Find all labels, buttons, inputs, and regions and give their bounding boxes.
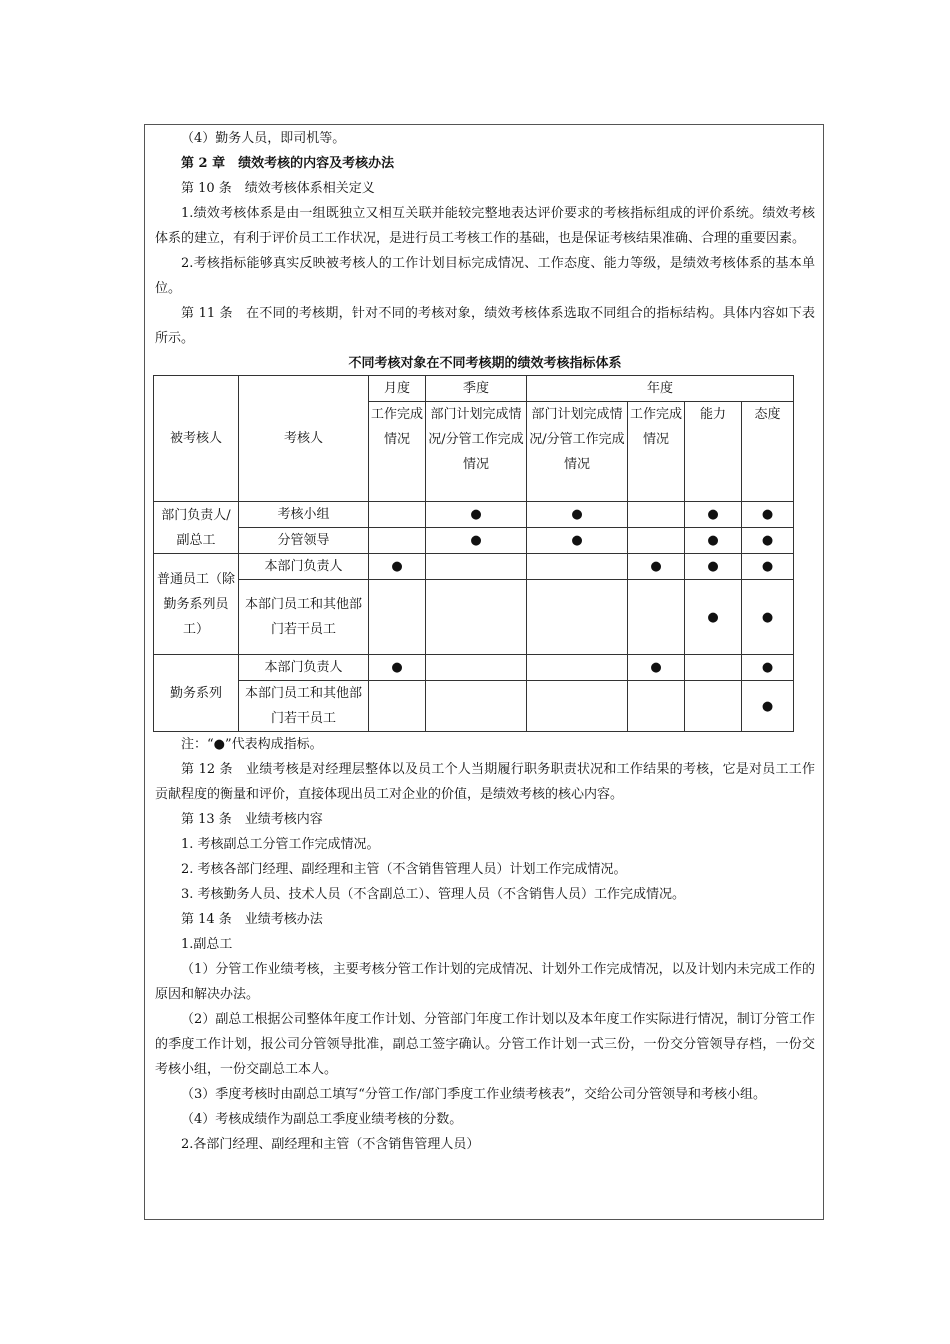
header-evaluator: 考核人	[239, 376, 369, 502]
mark: ●	[742, 681, 794, 732]
mark: ●	[685, 554, 742, 580]
evaluator-cell: 考核小组	[239, 502, 369, 528]
mark: ●	[426, 528, 527, 554]
header-quarter-plan: 部门计划完成情况/分管工作完成情况	[426, 402, 527, 502]
paragraph: 2.考核指标能够真实反映被考核人的工作计划目标完成情况、工作态度、能力等级，是绩效考核体系的基本单位。	[155, 256, 815, 296]
evaluator-cell: 本部门负责人	[239, 554, 369, 580]
header-year-plan: 部门计划完成情况/分管工作完成情况	[527, 402, 628, 502]
mark: ●	[628, 554, 685, 580]
chapter-heading: 第 2 章 绩效考核的内容及考核办法	[181, 156, 395, 171]
mark: ●	[685, 502, 742, 528]
evaluator-cell: 本部门员工和其他部门若干员工	[239, 580, 369, 655]
table-note: 注：“●”代表构成指标。	[181, 737, 323, 752]
article-heading: 第 13 条 业绩考核内容	[181, 812, 323, 827]
list-item: 3. 考核勤务人员、技术人员（不含副总工）、管理人员（不含销售人员）工作完成情况。	[181, 887, 686, 902]
group-label: 部门负责人/副总工	[154, 502, 239, 554]
article-heading: 第 10 条 绩效考核体系相关定义	[181, 181, 375, 196]
list-item: 2. 考核各部门经理、副经理和主管（不含销售管理人员）计划工作完成情况。	[181, 862, 627, 877]
paragraph: 1.绩效考核体系是由一组既独立又相互关联并能较完整地表达评价要求的考核指标组成的评价系统。绩效考核体系的建立，有利于评价员工工作状况，是进行员工考核工作的基础，也是保证考核结果准确、合理的重要因素。	[155, 206, 815, 246]
mark: ●	[426, 502, 527, 528]
mark: ●	[742, 655, 794, 681]
mark: ●	[685, 580, 742, 655]
paragraph: （1）分管工作业绩考核，主要考核分管工作计划的完成情况、计划外工作完成情况，以及计划内未完成工作的原因和解决办法。	[155, 962, 815, 1002]
mark: ●	[742, 528, 794, 554]
header-quarter: 季度	[426, 376, 527, 402]
mark: ●	[742, 502, 794, 528]
evaluator-cell: 本部门负责人	[239, 655, 369, 681]
paragraph: （2）副总工根据公司整体年度工作计划、分管部门年度工作计划以及本年度工作实际进行情况，制订分管工作的季度工作计划，报公司分管领导批准，副总工签字确认。分管工作计划一式三份，一份交分管领导存档，一份交考核小组，一份交副总工本人。	[155, 1012, 815, 1077]
list-item: 1. 考核副总工分管工作完成情况。	[181, 837, 380, 852]
mark: ●	[742, 580, 794, 655]
group-label: 普通员工（除勤务系列员工）	[154, 554, 239, 655]
header-ability: 能力	[685, 402, 742, 502]
evaluator-cell: 本部门员工和其他部门若干员工	[239, 681, 369, 732]
mark: ●	[369, 554, 426, 580]
subheading: 1.副总工	[181, 937, 233, 952]
header-year-work: 工作完成情况	[628, 402, 685, 502]
evaluator-cell: 分管领导	[239, 528, 369, 554]
paragraph: （4）考核成绩作为副总工季度业绩考核的分数。	[181, 1112, 463, 1127]
mark: ●	[527, 502, 628, 528]
header-year: 年度	[527, 376, 794, 402]
paragraph: 第 11 条 在不同的考核期，针对不同的考核对象，绩效考核体系选取不同组合的指标结构。具体内容如下表所示。	[155, 306, 815, 346]
mark: ●	[685, 528, 742, 554]
article-heading: 第 14 条 业绩考核办法	[181, 912, 323, 927]
subheading: 2.各部门经理、副经理和主管（不含销售管理人员）	[181, 1137, 480, 1152]
paragraph: （4）勤务人员，即司机等。	[181, 131, 346, 146]
indicator-table	[153, 375, 794, 732]
mark: ●	[527, 528, 628, 554]
header-evaluated: 被考核人	[154, 376, 239, 502]
mark: ●	[742, 554, 794, 580]
header-attitude: 态度	[742, 402, 794, 502]
group-label: 勤务系列	[154, 655, 239, 732]
document-body	[155, 126, 815, 1157]
header-month-work: 工作完成情况	[369, 402, 426, 502]
paragraph: 第 12 条 业绩考核是对经理层整体以及员工个人当期履行职务职责状况和工作结果的考核，它是对员工工作贡献程度的衡量和评价，直接体现出员工对企业的价值，是绩效考核的核心内容。	[155, 762, 815, 802]
table-caption: 不同考核对象在不同考核期的绩效考核指标体系	[348, 356, 622, 371]
paragraph: （3）季度考核时由副总工填写“分管工作/部门季度工作业绩考核表”，交给公司分管领导和考核小组。	[181, 1087, 766, 1102]
mark: ●	[628, 655, 685, 681]
header-month: 月度	[369, 376, 426, 402]
mark: ●	[369, 655, 426, 681]
